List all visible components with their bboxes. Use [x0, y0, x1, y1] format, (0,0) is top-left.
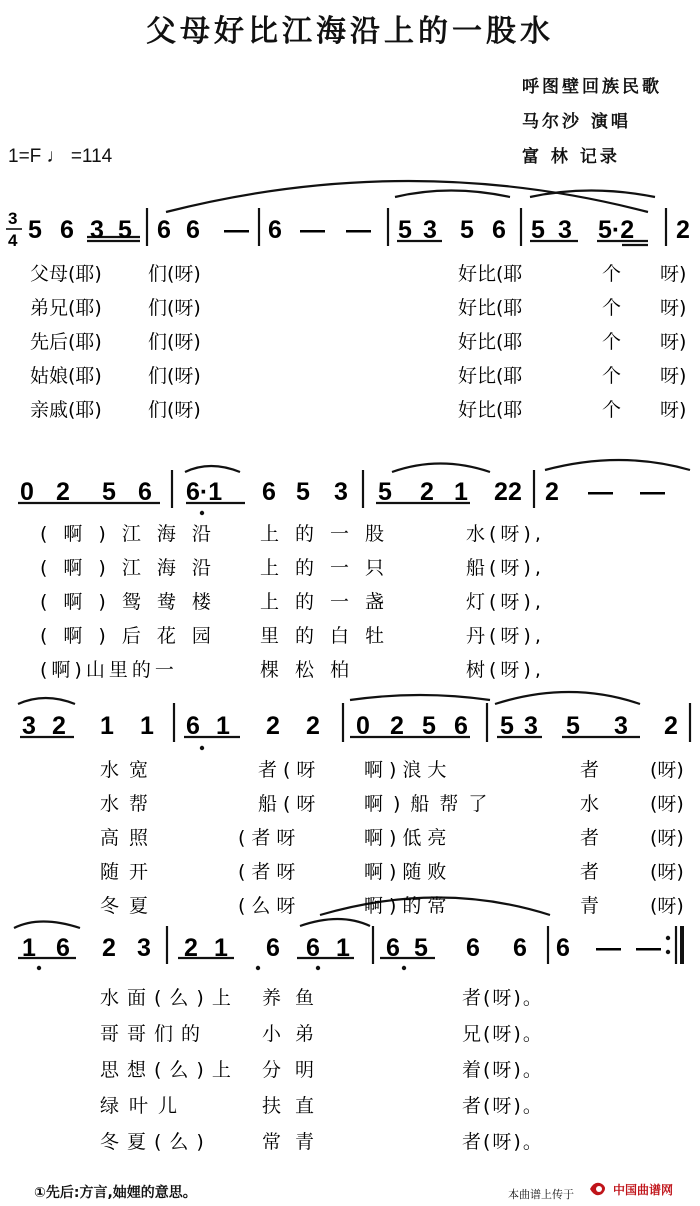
note: 5: [531, 216, 545, 244]
note: —: [596, 934, 621, 962]
lyric: 思想(么)上: [100, 1059, 239, 1081]
lyric: 灯(呀),: [466, 591, 545, 613]
lyric: 个: [602, 399, 622, 421]
note: 2: [52, 712, 66, 740]
lyric: 好比(耶: [458, 297, 523, 319]
note: 2: [545, 478, 559, 506]
note: 2: [102, 934, 116, 962]
lyric: (啊)江海沿: [40, 523, 227, 545]
credit-singer: 马尔沙 演唱: [522, 112, 631, 132]
lyric: 者(呀)。: [462, 1131, 544, 1153]
lyric: 者: [580, 861, 600, 883]
song-title: 父母好比江海沿上的一股水: [146, 14, 554, 49]
note: 6: [262, 478, 276, 506]
lyric: 弟兄(耶): [30, 297, 102, 319]
note: 2: [306, 712, 320, 740]
note: 2: [56, 478, 70, 506]
lyric: 上的一只: [260, 557, 401, 579]
note: 1: [214, 934, 228, 962]
lyric: 呀): [660, 365, 687, 387]
note: 6: [157, 216, 171, 244]
note: 2: [676, 216, 690, 244]
note: 6: [138, 478, 152, 506]
lyric: 啊)船帮了: [364, 793, 498, 815]
lyric: 冬夏(么): [100, 1131, 212, 1153]
note: 0: [356, 712, 370, 740]
note: 3: [90, 216, 104, 244]
lyric: 水(呀),: [466, 523, 545, 545]
note: 5: [378, 478, 392, 506]
note: 1: [336, 934, 350, 962]
note: 2: [390, 712, 404, 740]
lyric: 兄(呀)。: [462, 1023, 544, 1045]
lyric: 好比(耶: [458, 263, 523, 285]
lyric: 们(呀): [148, 263, 201, 285]
note: 6: [556, 934, 570, 962]
lyric: 呀): [660, 297, 687, 319]
note: 1: [216, 712, 230, 740]
lyric: 棵松柏: [260, 659, 366, 681]
note: —: [346, 216, 371, 244]
note: 5: [460, 216, 474, 244]
note: 6: [386, 934, 400, 962]
lyric: 冬夏: [100, 895, 159, 917]
lyric: 者: [580, 827, 600, 849]
lyric: (呀): [650, 827, 684, 849]
lyric: 好比(耶: [458, 331, 523, 353]
note: 6: [268, 216, 282, 244]
logo-icon: [588, 1180, 610, 1198]
lyric: 啊)的常: [364, 895, 453, 917]
note: 3: [22, 712, 36, 740]
lyric: 扶直: [262, 1095, 329, 1117]
credit-recorder: 富 林 记录: [522, 147, 620, 167]
note: 5: [414, 934, 428, 962]
lyric: (么呀: [238, 895, 302, 917]
lyric: (啊)江海沿: [40, 557, 227, 579]
note: 6: [454, 712, 468, 740]
lyric: 们(呀): [148, 297, 201, 319]
note: 2: [494, 478, 508, 506]
lyric: 船(呀),: [466, 557, 545, 579]
note: 2: [508, 478, 522, 506]
note: 6: [306, 934, 320, 962]
note: 2: [266, 712, 280, 740]
lyric: 哥哥们的: [100, 1023, 209, 1045]
credit-origin: 呼图壁回族民歌: [522, 77, 662, 97]
lyric: 高照: [100, 827, 159, 849]
lyric: 小弟: [262, 1023, 329, 1045]
lyric: 啊)浪大: [364, 759, 453, 781]
lyric: 水: [580, 793, 600, 815]
note: —: [300, 216, 325, 244]
note: 3: [137, 934, 151, 962]
lyric: (呀): [650, 895, 684, 917]
note: 3: [614, 712, 628, 740]
lyric: 啊)低亮: [364, 827, 453, 849]
note: 5: [398, 216, 412, 244]
note: 6: [266, 934, 280, 962]
note: 5·2: [598, 216, 635, 244]
lyric: (者呀: [238, 861, 302, 883]
lyric: 个: [602, 365, 622, 387]
lyric: 个: [602, 331, 622, 353]
lyric: 常青: [262, 1131, 329, 1153]
note: 6: [186, 712, 200, 740]
lyric: 者(呀)。: [462, 987, 544, 1009]
source-text: 本曲谱上传于: [508, 1188, 574, 1201]
note: 1: [100, 712, 114, 740]
site-logo[interactable]: [588, 1180, 673, 1198]
lyric: 者(呀)。: [462, 1095, 544, 1117]
lyric: (啊)鸳鸯楼: [40, 591, 227, 613]
note: 5: [118, 216, 132, 244]
note: 5: [500, 712, 514, 740]
footnote: ①先后:方言,妯娌的意思。: [34, 1185, 197, 1201]
lyric: (啊)后花园: [40, 625, 227, 647]
lyric: 们(呀): [148, 365, 201, 387]
lyric: 个: [602, 263, 622, 285]
lyric: 好比(耶: [458, 399, 523, 421]
note: —: [224, 216, 249, 244]
lyric: (者呀: [238, 827, 302, 849]
note: 6: [492, 216, 506, 244]
note: 3: [558, 216, 572, 244]
lyric: 水宽: [100, 759, 159, 781]
note: 6: [56, 934, 70, 962]
note: 6: [513, 934, 527, 962]
lyric: (啊)山里的一: [40, 659, 178, 681]
lyric: 船(呀: [258, 793, 322, 815]
time-sig-bottom: 4: [8, 231, 18, 250]
key-tempo: 1=F ♩ =114: [8, 146, 113, 167]
lyric: 青: [580, 895, 600, 917]
note: 6: [60, 216, 74, 244]
note: 5: [566, 712, 580, 740]
lyric: 呀): [660, 399, 687, 421]
lyric: 绿叶儿: [100, 1095, 188, 1117]
lyric: (呀): [650, 759, 684, 781]
lyric: 树(呀),: [466, 659, 545, 681]
lyric: 先后(耶): [30, 331, 102, 353]
lyric: 水面(么)上: [100, 987, 239, 1009]
note: 6: [466, 934, 480, 962]
note: 5: [296, 478, 310, 506]
lyric: 呀): [660, 263, 687, 285]
lyric: 个: [602, 297, 622, 319]
lyric: 者: [580, 759, 600, 781]
note: 5: [422, 712, 436, 740]
lyric: 姑娘(耶): [30, 365, 102, 387]
lyric: 上的一股: [260, 523, 401, 545]
lyric: 里的白牡: [260, 625, 401, 647]
lyric: 分明: [262, 1059, 329, 1081]
note: —: [640, 478, 665, 506]
lyric: (呀): [650, 861, 684, 883]
note: 2: [184, 934, 198, 962]
lyric: 丹(呀),: [466, 625, 545, 647]
note: 1: [454, 478, 468, 506]
note: 1: [22, 934, 36, 962]
note: 3: [334, 478, 348, 506]
lyric: 着(呀)。: [462, 1059, 544, 1081]
note: 2: [664, 712, 678, 740]
note: —: [588, 478, 613, 506]
note: 2: [420, 478, 434, 506]
lyric: (呀): [650, 793, 684, 815]
lyric: 呀): [660, 331, 687, 353]
lyric: 啊)随败: [364, 861, 453, 883]
lyric: 上的一盏: [260, 591, 401, 613]
lyric: 水帮: [100, 793, 159, 815]
lyric: 好比(耶: [458, 365, 523, 387]
lyric: 亲戚(耶): [30, 399, 102, 421]
time-sig-top: 3: [8, 209, 18, 228]
lyric: 们(呀): [148, 399, 201, 421]
lyric: 者(呀: [258, 759, 322, 781]
lyric: 养鱼: [262, 987, 329, 1009]
note: 0: [20, 478, 34, 506]
lyric: 父母(耶): [30, 263, 102, 285]
note: 1: [140, 712, 154, 740]
lyric: 随开: [100, 861, 159, 883]
logo-text: 中国曲谱网: [613, 1182, 674, 1197]
note: 3: [423, 216, 437, 244]
note: 6: [186, 216, 200, 244]
note: 5: [28, 216, 42, 244]
note: 5: [102, 478, 116, 506]
note: 3: [524, 712, 538, 740]
lyric: 们(呀): [148, 331, 201, 353]
note: 6·1: [186, 478, 223, 506]
note: —: [636, 934, 661, 962]
